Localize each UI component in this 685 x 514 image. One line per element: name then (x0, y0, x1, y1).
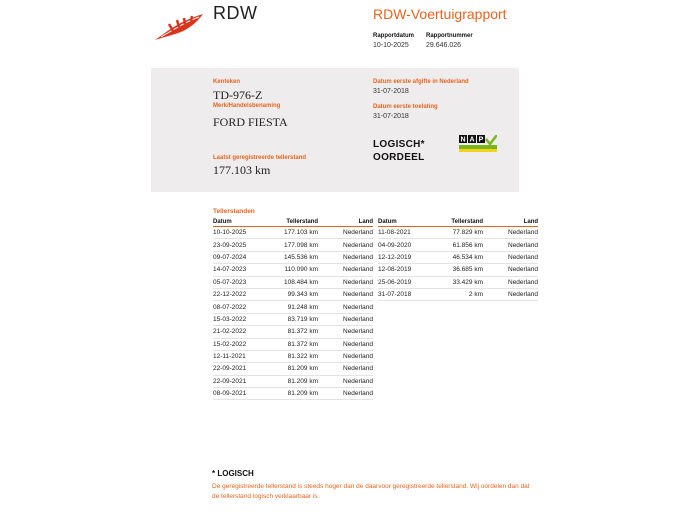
reading-date: 08-07-2022 (213, 301, 268, 313)
col-header-country: Land (318, 218, 373, 227)
reading-odometer: 108.484 km (268, 276, 318, 288)
table-row (378, 239, 538, 251)
rdw-feather-logo-icon (153, 10, 207, 42)
reading-country: Nederland (483, 251, 538, 263)
table-header-row (213, 218, 373, 227)
first-admission-nl: 31-07-2018 (373, 88, 409, 95)
reading-date: 23-09-2025 (213, 239, 268, 251)
reading-country: Nederland (483, 239, 538, 251)
reading-date: 31-07-2018 (378, 288, 433, 300)
reading-odometer: 36.685 km (433, 264, 483, 276)
reading-date: 12-12-2019 (378, 251, 433, 263)
last-odometer: 177.103 km (213, 163, 271, 177)
table-row (213, 251, 373, 263)
reading-odometer: 46.534 km (433, 251, 483, 263)
reading-date: 11-08-2021 (378, 227, 433, 239)
reading-date: 22-09-2021 (213, 363, 268, 375)
reading-country: Nederland (318, 301, 373, 313)
reading-country: Nederland (318, 375, 373, 387)
reading-country: Nederland (318, 227, 373, 239)
reading-date: 09-07-2024 (213, 251, 268, 263)
reading-odometer: 2 km (433, 288, 483, 300)
table-row (213, 239, 373, 251)
table-row (213, 288, 373, 300)
reading-odometer: 81.209 km (268, 388, 318, 400)
reading-odometer: 110.090 km (268, 264, 318, 276)
footnote-text: De geregistreerde tellerstand is steeds hoger dan de daarvoor geregistreerde tellerstand. Wij oordelen dan dat de tellerstand logisch verklaarbaar is. (212, 483, 530, 500)
col-header-country: Land (483, 218, 538, 227)
odometer-table-left (213, 218, 373, 400)
reading-odometer: 91.248 km (268, 301, 318, 313)
reading-date: 05-07-2023 (213, 276, 268, 288)
make-model: FORD FIESTA (213, 115, 288, 129)
reading-country: Nederland (318, 313, 373, 325)
verdict-line2: OORDEEL (373, 152, 425, 163)
reading-odometer: 99.343 km (268, 288, 318, 300)
report-number: 29.646.026 (426, 42, 462, 49)
first-admission-nl-label: Datum eerste afgifte in Nederland (373, 79, 469, 85)
nap-letter-p: P (478, 136, 484, 144)
table-row (378, 227, 538, 239)
reading-date: 25-06-2019 (378, 276, 433, 288)
reading-country: Nederland (318, 251, 373, 263)
reading-country: Nederland (483, 227, 538, 239)
report-date: 10-10-2025 (373, 42, 409, 49)
reading-country: Nederland (318, 338, 373, 350)
report-title: RDW-Voertuigrapport (373, 6, 507, 22)
reading-odometer: 145.536 km (268, 251, 318, 263)
table-row (378, 251, 538, 263)
odometer-section-title: Tellerstanden (213, 208, 255, 215)
table-row (213, 375, 373, 387)
odometer-label: Laatst geregistreerde tellerstand (213, 155, 307, 161)
reading-date: 08-09-2021 (213, 388, 268, 400)
nap-letter-n: N (460, 136, 466, 144)
col-header-odometer: Tellerstand (268, 218, 318, 227)
table-row (378, 264, 538, 276)
table-row (213, 388, 373, 400)
reading-country: Nederland (318, 276, 373, 288)
reading-country: Nederland (318, 288, 373, 300)
table-row (213, 276, 373, 288)
table-row (378, 288, 538, 300)
reading-odometer: 177.103 km (268, 227, 318, 239)
vehicle-summary-panel (151, 68, 519, 192)
reading-date: 22-09-2021 (213, 375, 268, 387)
reading-country: Nederland (318, 326, 373, 338)
table-row (213, 313, 373, 325)
reading-country: Nederland (318, 264, 373, 276)
reading-date: 15-03-2022 (213, 313, 268, 325)
reading-country: Nederland (483, 264, 538, 276)
col-header-date: Datum (213, 218, 268, 227)
reading-country: Nederland (318, 350, 373, 362)
reading-country: Nederland (483, 288, 538, 300)
verdict (373, 138, 425, 164)
reading-odometer: 81.322 km (268, 350, 318, 362)
table-row (213, 264, 373, 276)
license-plate: TD-976-Z (213, 88, 263, 102)
reading-date: 10-10-2025 (213, 227, 268, 239)
make-label: Merk/Handelsbenaming (213, 103, 281, 109)
col-header-date: Datum (378, 218, 433, 227)
table-row (213, 350, 373, 362)
table-row (213, 227, 373, 239)
reading-odometer: 77.829 km (433, 227, 483, 239)
reading-country: Nederland (318, 388, 373, 400)
report-date-label: Rapportdatum (373, 33, 414, 39)
col-header-odometer: Tellerstand (433, 218, 483, 227)
table-row (378, 276, 538, 288)
reading-date: 15-02-2022 (213, 338, 268, 350)
table-row (213, 301, 373, 313)
nap-letter-a: A (469, 136, 475, 144)
reading-country: Nederland (318, 363, 373, 375)
reading-date: 12-08-2019 (378, 264, 433, 276)
brand-name: RDW (213, 3, 258, 23)
nap-check-icon (459, 135, 497, 153)
table-header-row (378, 218, 538, 227)
reading-odometer: 81.209 km (268, 363, 318, 375)
footnote-title: * LOGISCH (212, 469, 254, 478)
reading-odometer: 81.372 km (268, 338, 318, 350)
reading-odometer: 33.429 km (433, 276, 483, 288)
reading-date: 14-07-2023 (213, 264, 268, 276)
verdict-line1: LOGISCH* (373, 139, 425, 150)
table-row (213, 326, 373, 338)
report-number-label: Rapportnummer (426, 33, 473, 39)
reading-date: 12-11-2021 (213, 350, 268, 362)
first-admission: 31-07-2018 (373, 113, 409, 120)
table-row (213, 363, 373, 375)
reading-odometer: 83.719 km (268, 313, 318, 325)
plate-label: Kenteken (213, 79, 241, 85)
first-admission-label: Datum eerste toelating (373, 104, 438, 110)
reading-country: Nederland (483, 276, 538, 288)
reading-date: 21-02-2022 (213, 326, 268, 338)
reading-odometer: 177.098 km (268, 239, 318, 251)
reading-odometer: 81.209 km (268, 375, 318, 387)
reading-date: 04-09-2020 (378, 239, 433, 251)
reading-odometer: 61.856 km (433, 239, 483, 251)
reading-country: Nederland (318, 239, 373, 251)
reading-date: 22-12-2022 (213, 288, 268, 300)
reading-odometer: 81.372 km (268, 326, 318, 338)
odometer-table-right (378, 218, 538, 301)
table-row (213, 338, 373, 350)
